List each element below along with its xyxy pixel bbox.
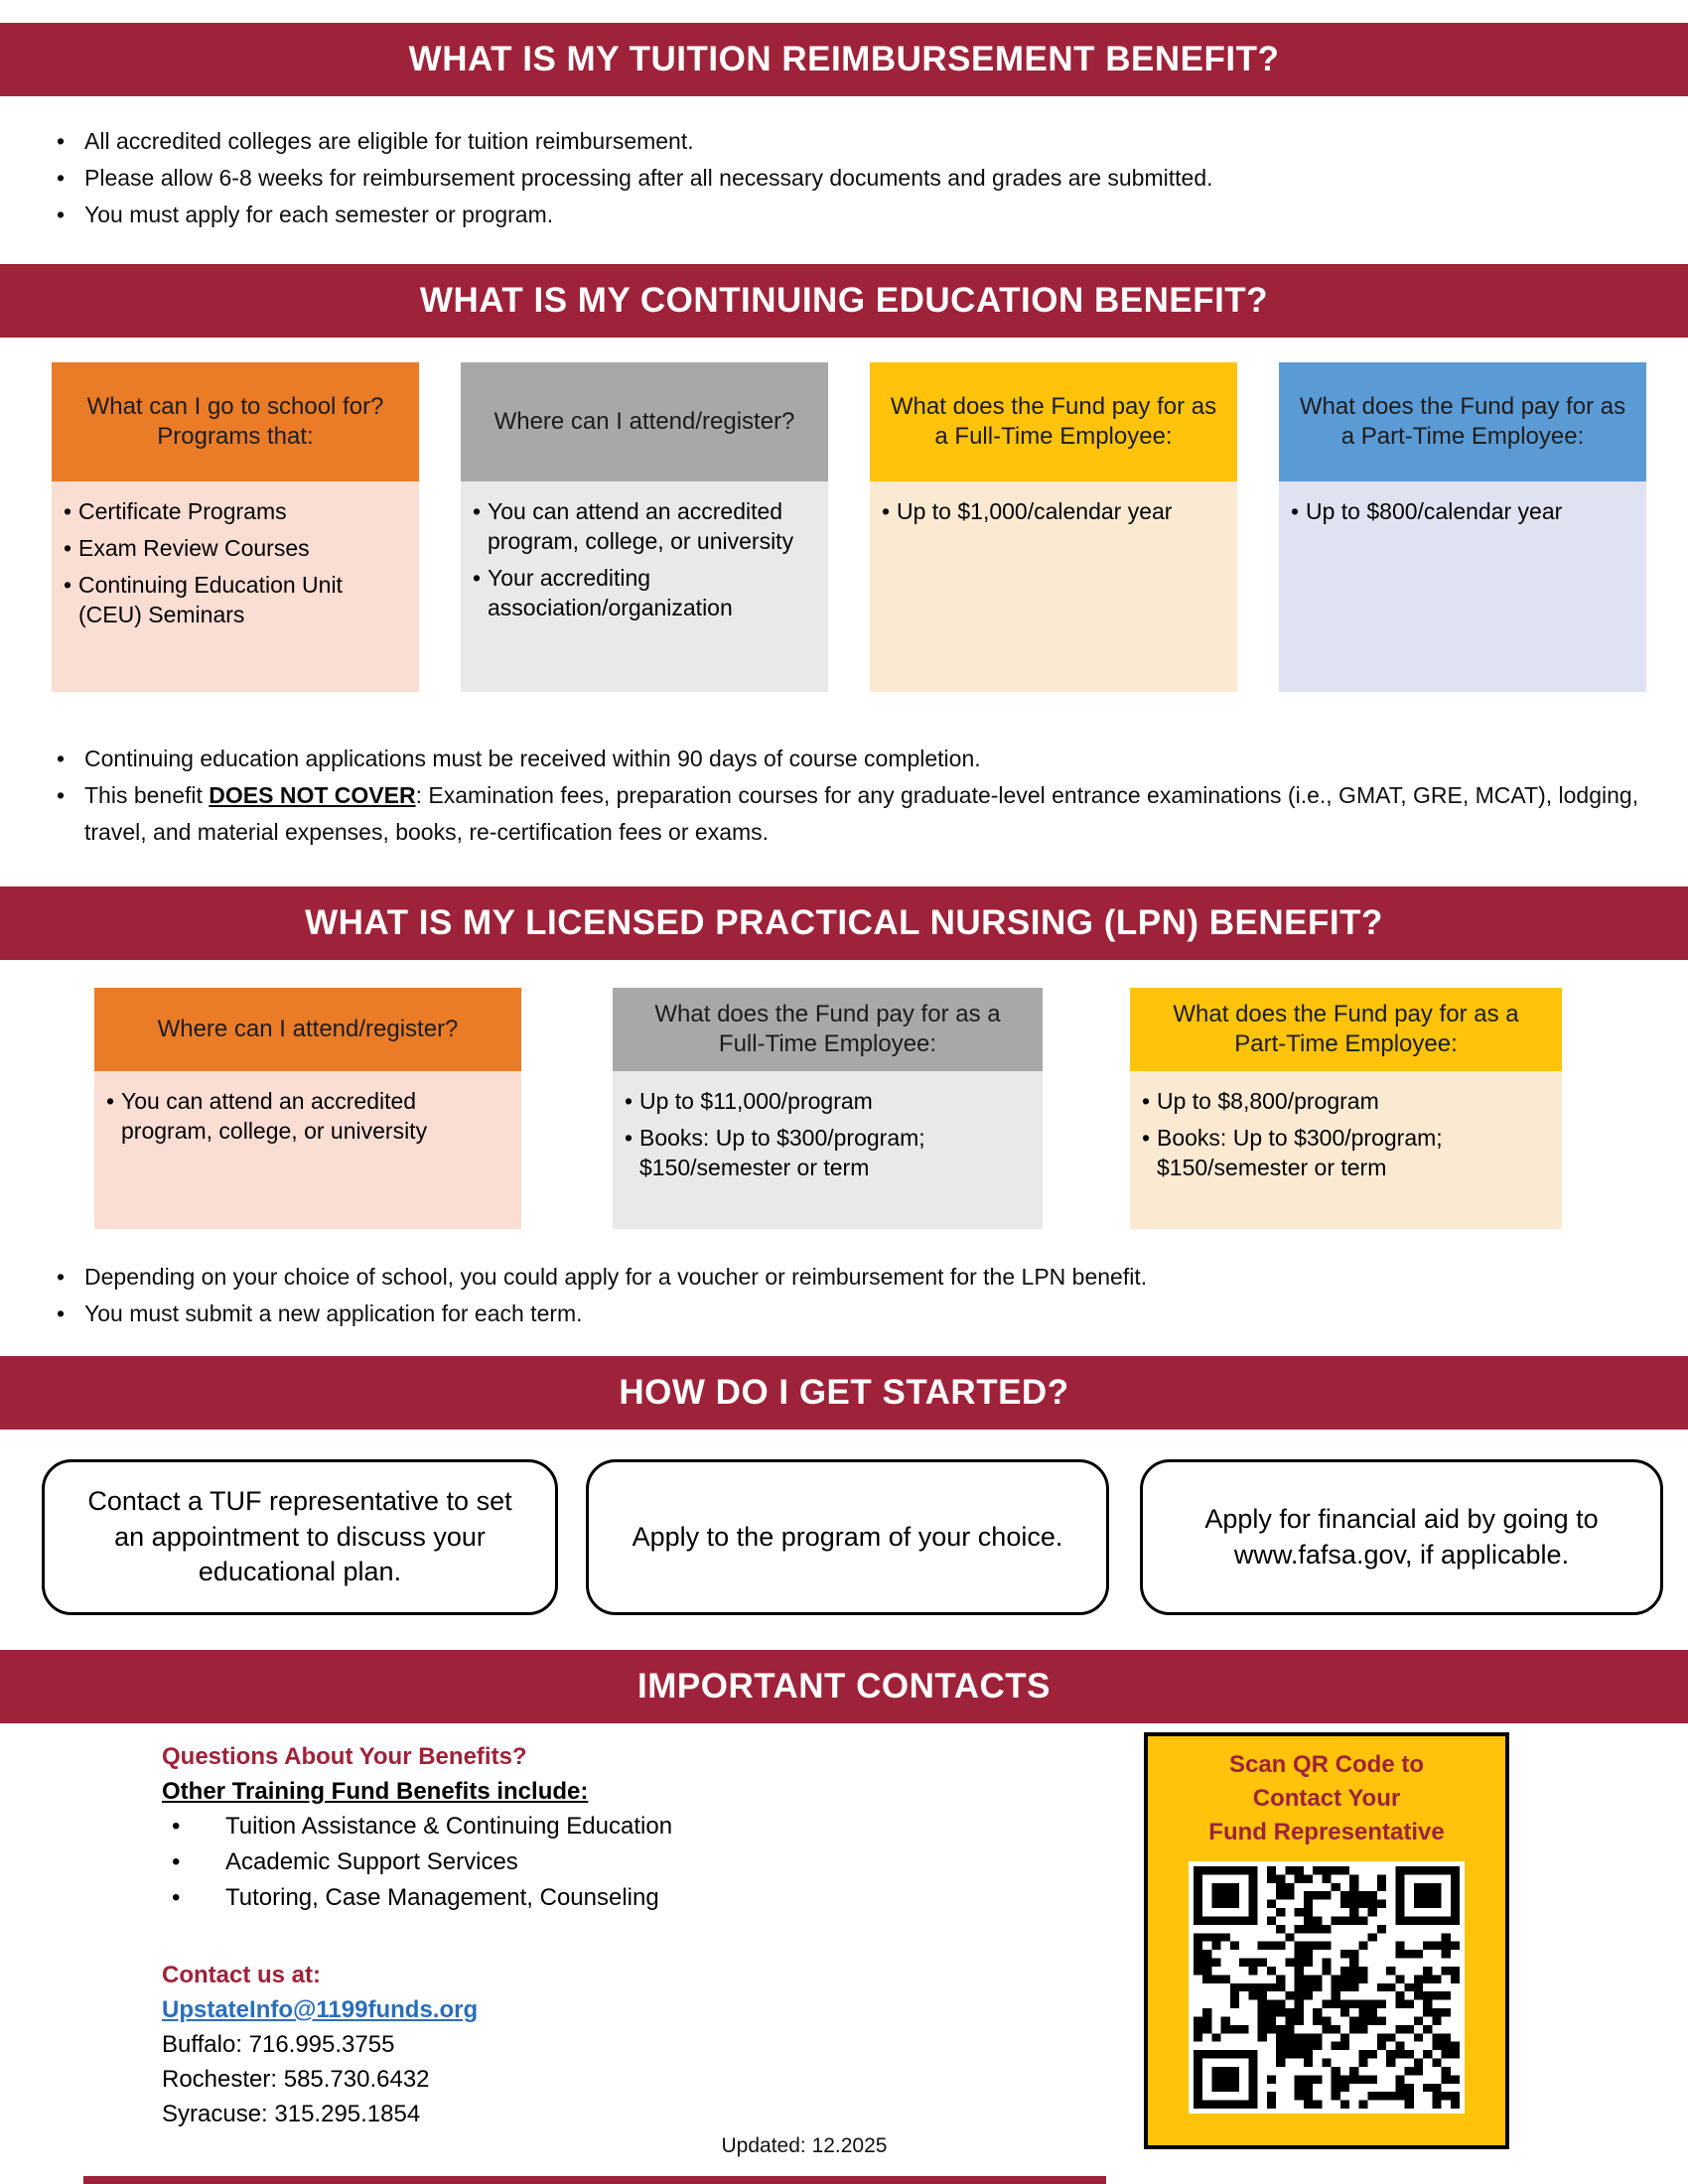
phone-buffalo: Buffalo: 716.995.3755 [162,2031,395,2058]
info-box-parttime-pay [1279,362,1646,692]
box-bullet: • Exam Review Courses [64,534,409,564]
info-box-school-programs [52,362,419,692]
info-box-header: What does the Fund pay for as a Part-Time Employee: [1279,362,1646,481]
phone-rochester: Rochester: 585.730.6432 [162,2066,430,2093]
qr-panel [1144,1732,1509,2149]
qr-caption: Scan QR Code to Contact Your Fund Representative [1208,1751,1445,1845]
continuing-notes [45,741,1648,851]
section-header-tuition [0,23,1688,96]
box-bullet: • Up to $800/calendar year [1291,497,1636,527]
updated-date: Updated: 12.2025 [721,2134,888,2157]
bullet-item: • You must submit a new application for each term. [45,1296,1648,1332]
email-row [162,1992,1105,2027]
lpn-box-fulltime-pay [613,988,1043,1229]
bottom-edge-bar [83,2176,1106,2184]
benefit-item: • Tuition Assistance & Continuing Education [162,1809,1105,1844]
info-box-body [94,1071,521,1229]
step-card-contact-rep: Contact a TUF representative to set an appointment to discuss your educational plan. [42,1459,558,1615]
info-box-attend-register [461,362,828,692]
box-bullet: • You can attend an accredited program, college, or university [106,1087,511,1147]
bullet-item: • Continuing education applications must be received within 90 days of course completion. [45,741,1648,777]
benefits-heading: Other Training Fund Benefits include: [162,1778,589,1805]
email-link[interactable]: UpstateInfo@1199funds.org [162,1996,479,2023]
info-box-header: What does the Fund pay for as a Full-Time Employee: [870,362,1237,481]
lpn-box-parttime-pay [1130,988,1562,1229]
info-box-body [1279,481,1646,692]
info-box-body [52,481,419,692]
bullet-item: • All accredited colleges are eligible for tuition reimbursement. [45,123,1648,160]
section-title: WHAT IS MY TUITION REIMBURSEMENT BENEFIT? [408,40,1280,78]
box-bullet: • You can attend an accredited program, college, or university [473,497,818,557]
bullet-item: • Depending on your choice of school, you could apply for a voucher or reimbursement for the LPN benefit. [45,1259,1648,1296]
box-bullet: • Books: Up to $300/program; $150/semester or term [625,1124,1033,1183]
box-bullet: • Up to $11,000/program [625,1087,1033,1117]
box-bullet: • Your accrediting association/organization [473,564,818,623]
info-box-fulltime-pay [870,362,1237,692]
section-header-continuing-ed [0,264,1688,338]
info-box-body [870,481,1237,692]
tuition-bullets [45,123,1648,233]
phone-syracuse: Syracuse: 315.295.1854 [162,2101,421,2127]
section-header-important-contacts [0,1650,1688,1723]
box-bullet: • Certificate Programs [64,497,409,527]
section-title: WHAT IS MY CONTINUING EDUCATION BENEFIT? [419,281,1269,320]
info-box-body [613,1071,1043,1229]
benefit-item: • Academic Support Services [162,1844,1105,1880]
bullet-item: • Please allow 6-8 weeks for reimbursement processing after all necessary documents and grades are submitted. [45,160,1648,197]
section-title: HOW DO I GET STARTED? [619,1373,1069,1412]
box-bullet: • Up to $8,800/program [1142,1087,1552,1117]
info-box-header: What does the Fund pay for as a Part-Time Employee: [1130,988,1562,1071]
contacts-block [162,1739,1105,2131]
qr-code-image [1189,1861,1465,2114]
contact-us-heading: Contact us at: [162,1962,322,1988]
bullet-item: • This benefit DOES NOT COVER: Examination fees, preparation courses for any graduate-level entrance examinations (i.e., GMAT, GRE, MCAT), lodging, travel, and material expenses, books, re-certification fees or exams. [45,777,1648,851]
info-box-header: What can I go to school for? Programs that: [52,362,419,481]
step-card-apply-program: Apply to the program of your choice. [586,1459,1109,1615]
info-box-header: What does the Fund pay for as a Full-Time Employee: [613,988,1043,1071]
benefit-item: • Tutoring, Case Management, Counseling [162,1880,1105,1916]
box-bullet: • Continuing Education Unit (CEU) Seminars [64,571,409,630]
section-title: WHAT IS MY LICENSED PRACTICAL NURSING (LPN) BENEFIT? [305,903,1383,942]
info-box-header: Where can I attend/register? [461,362,828,481]
info-box-body [1130,1071,1562,1229]
step-card-financial-aid: Apply for financial aid by going to www.fafsa.gov, if applicable. [1140,1459,1663,1615]
info-box-header: Where can I attend/register? [94,988,521,1071]
does-not-cover-emphasis: DOES NOT COVER [209,782,416,808]
info-box-body [461,481,828,692]
section-header-get-started [0,1356,1688,1430]
section-header-lpn [0,887,1688,960]
questions-heading: Questions About Your Benefits? [162,1743,527,1770]
bullet-item: • You must apply for each semester or program. [45,197,1648,233]
lpn-box-attend-register [94,988,521,1229]
section-title: IMPORTANT CONTACTS [637,1667,1051,1706]
lpn-notes [45,1259,1648,1332]
box-bullet: • Up to $1,000/calendar year [882,497,1227,527]
box-bullet: • Books: Up to $300/program; $150/semester or term [1142,1124,1552,1183]
